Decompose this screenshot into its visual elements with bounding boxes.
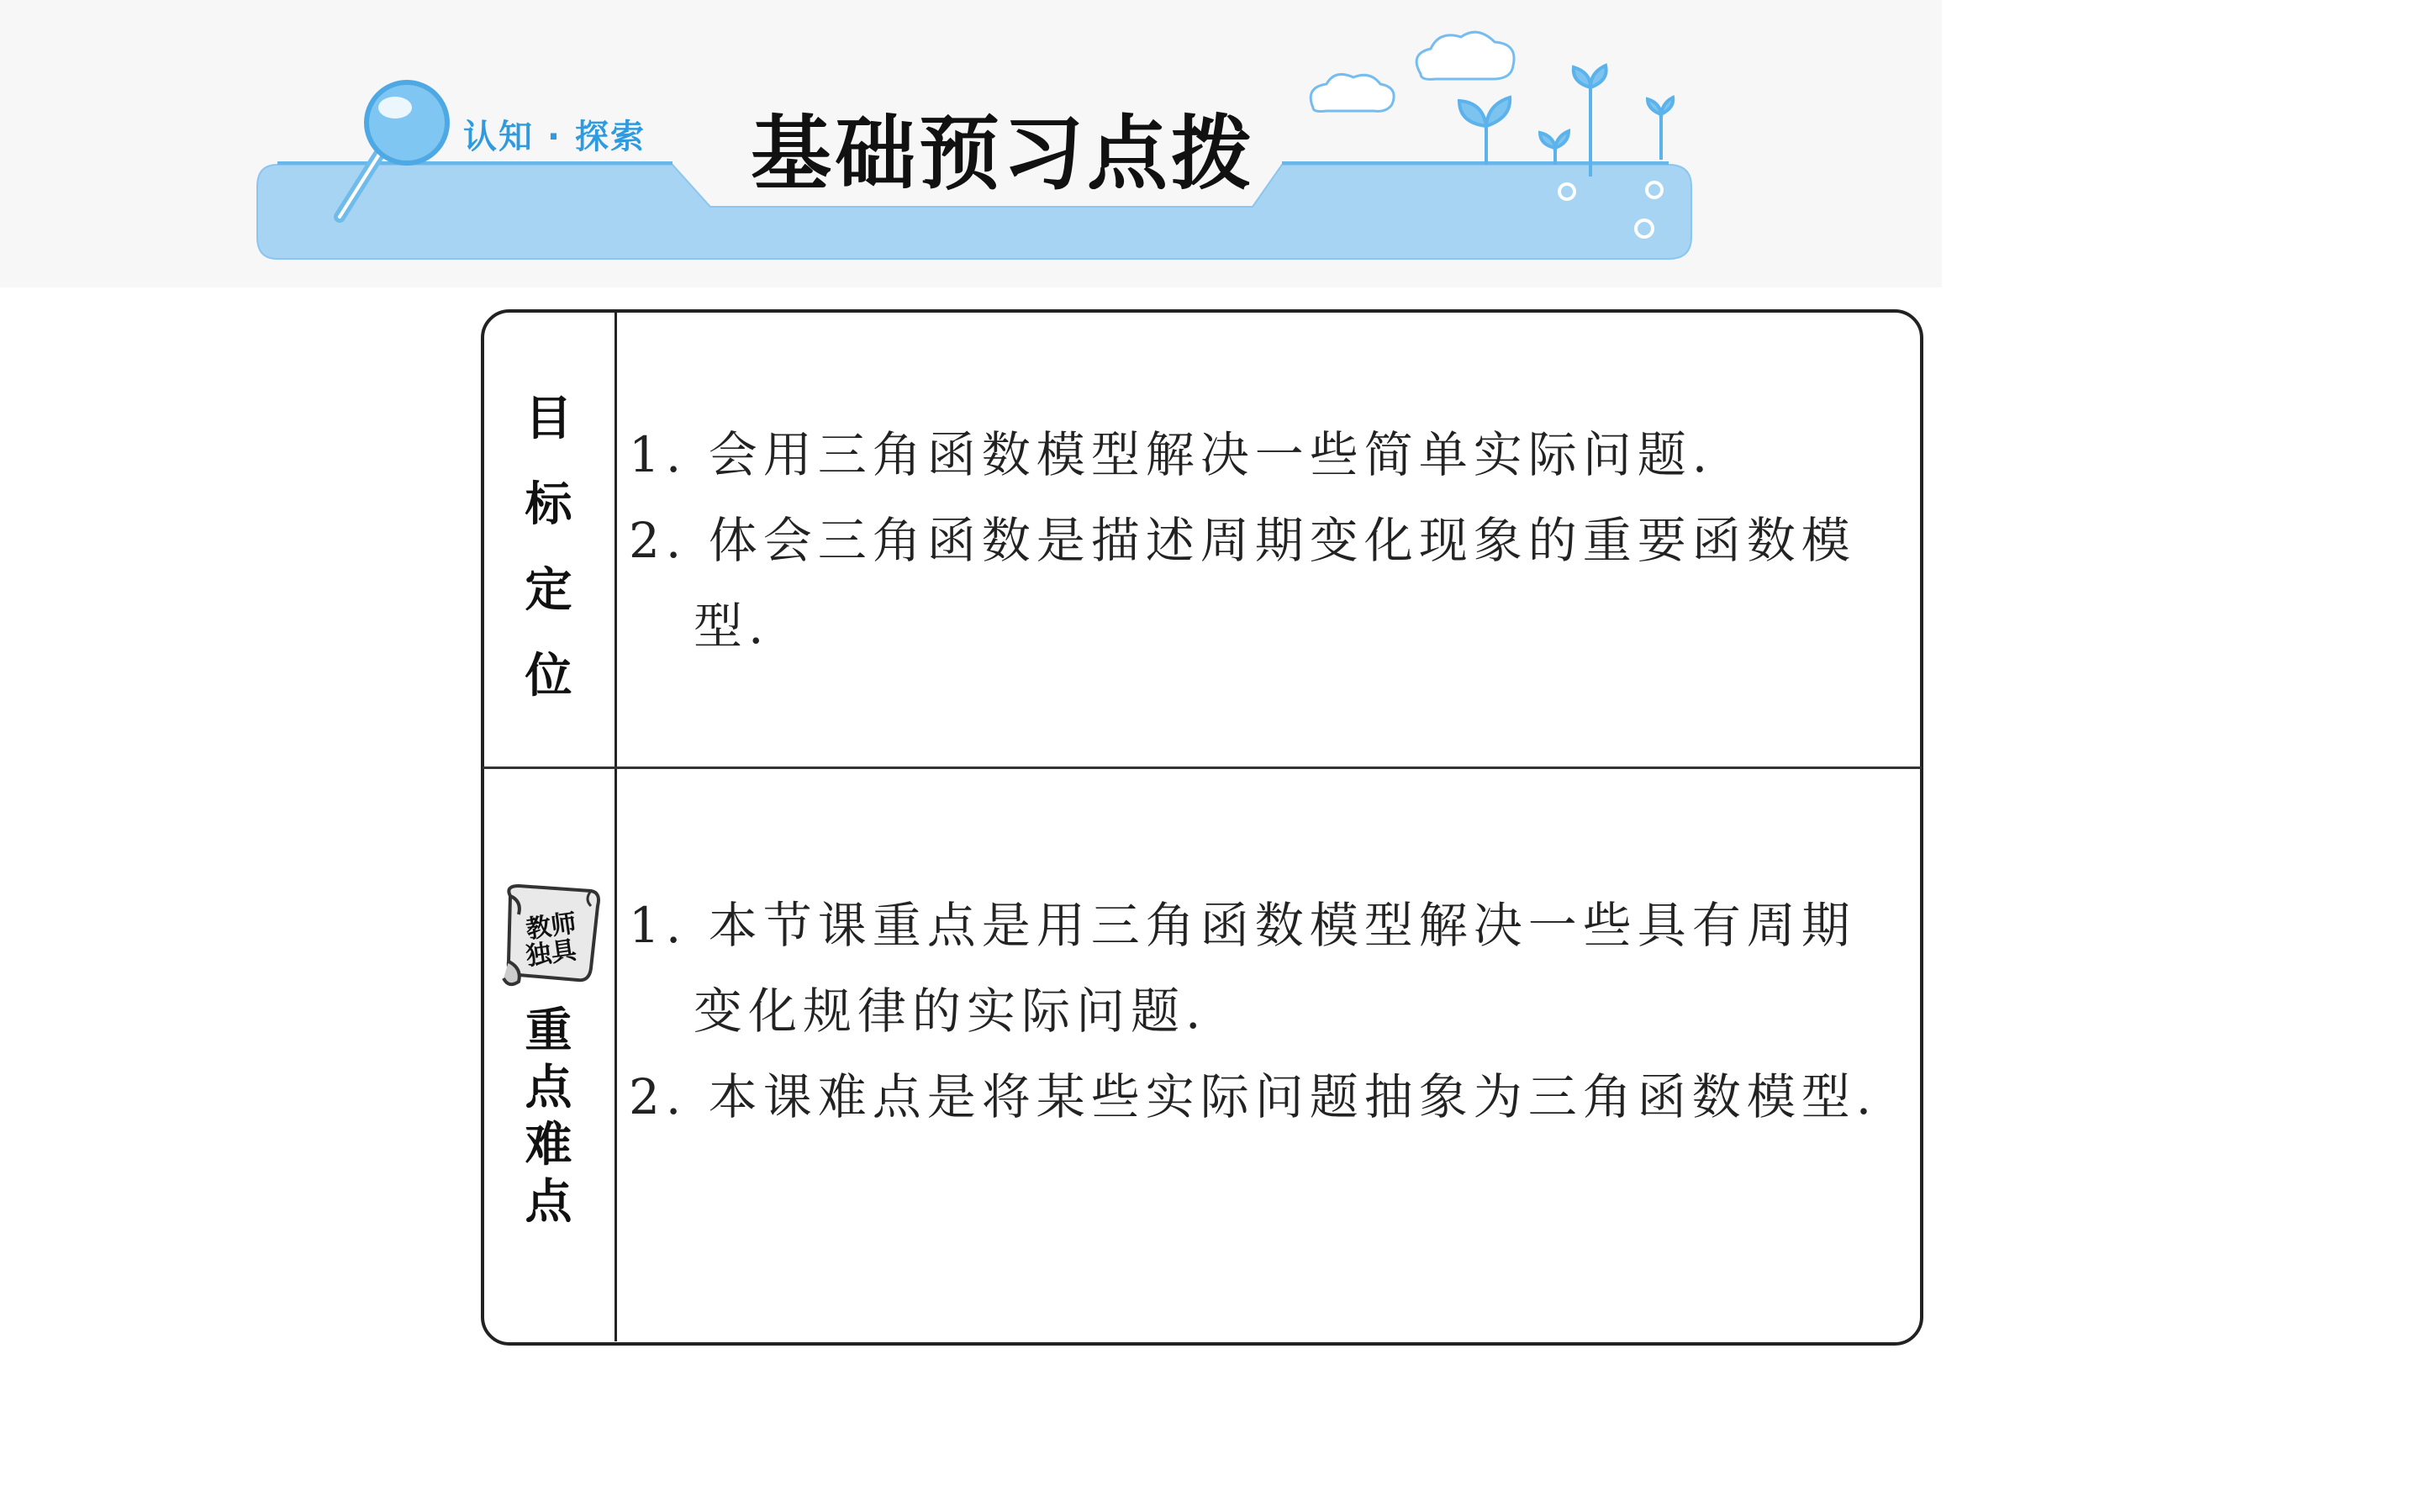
row-divider	[483, 767, 1922, 769]
list-item: 1. 会用三角函数模型解决一些简单实际问题.	[629, 426, 1714, 483]
row-label-objectives	[483, 377, 614, 719]
label-char: 点	[525, 1175, 572, 1230]
section-subtitle: 认知 · 探索	[463, 118, 646, 156]
teacher-badge-line-2: 独具	[524, 935, 578, 972]
label-char: 难	[525, 1118, 572, 1172]
scroll-badge-icon	[497, 881, 604, 993]
list-item: 1. 本节课重点是用三角函数模型解决一些具有周期变化规律的实际问题.	[629, 897, 1856, 1040]
key-points-content	[629, 882, 1907, 1140]
list-item: 2. 本课难点是将某些实际问题抽象为三角函数模型.	[629, 1068, 1878, 1125]
label-char: 点	[525, 1061, 572, 1115]
label-char: 目	[525, 392, 572, 446]
row-label-key-points	[483, 1003, 614, 1231]
section-title: 基础预习点拨	[751, 106, 1255, 201]
cloud-icon	[1311, 32, 1514, 111]
objectives-content	[629, 412, 1907, 669]
label-char: 标	[525, 477, 572, 532]
sprout-icon	[1459, 66, 1673, 176]
teacher-badge-line-1: 教师	[524, 909, 578, 946]
label-char: 重	[525, 1004, 572, 1058]
list-item: 2. 体会三角函数是描述周期变化现象的重要函数模型.	[629, 512, 1856, 655]
column-divider	[614, 309, 617, 1341]
label-char: 位	[525, 649, 572, 703]
label-char: 定	[525, 563, 572, 618]
